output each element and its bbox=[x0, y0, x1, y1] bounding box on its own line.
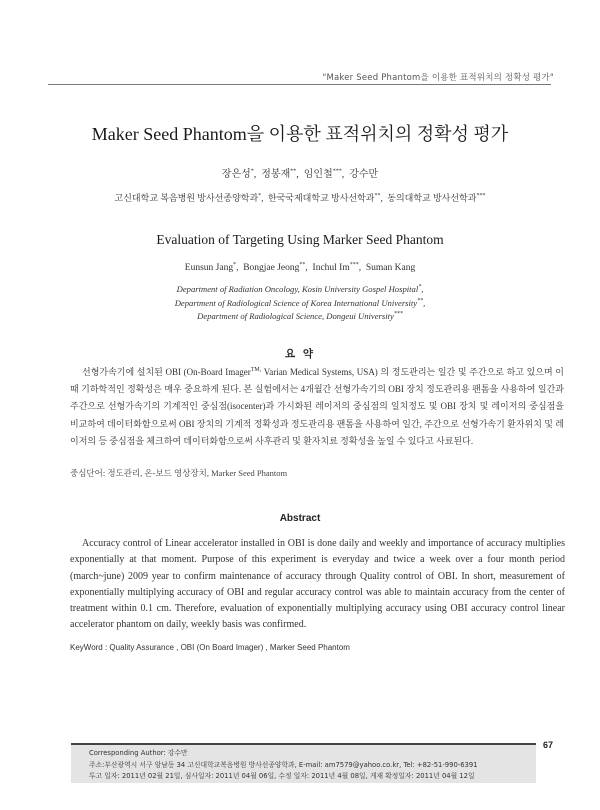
english-authors: Eunsun Jang*, Bongjae Jeong**, Inchul Im***, Suman Kang bbox=[184, 261, 416, 273]
author-mark: * bbox=[250, 168, 254, 175]
running-head: "Maker Seed Phantom을 이용한 표적위치의 정확성 평가" bbox=[322, 73, 554, 83]
english-affiliations bbox=[0, 283, 600, 324]
korean-title: Maker Seed Phantom을 이용한 표적위치의 정확성 평가 bbox=[91, 124, 509, 144]
affiliation: 동의대학교 방사선학과 bbox=[387, 193, 477, 203]
author-name: 임인철 bbox=[303, 169, 333, 180]
trademark-mark: TM, bbox=[250, 367, 262, 373]
korean-affiliations: 고신대학교 복음병원 방사선종양학과*, 한국국제대학교 방사선학과**, 동의대학교 방사선학과*** bbox=[114, 193, 486, 203]
affiliation: Department of Radiological Science, Dongeui University bbox=[197, 311, 394, 321]
page-number: 67 bbox=[543, 740, 554, 750]
english-abstract-heading: Abstract bbox=[279, 513, 321, 524]
author-mark: *** bbox=[332, 168, 342, 175]
affiliation-line bbox=[0, 310, 600, 324]
affiliation-mark: *** bbox=[476, 193, 486, 199]
author-name: Bongjae Jeong bbox=[243, 263, 300, 273]
corresponding-author-box bbox=[71, 743, 536, 783]
korean-keywords: 중심단어: 정도관리, 온-보드 영상장치, Marker Seed Phantom bbox=[70, 468, 288, 478]
affiliation: Department of Radiation Oncology, Kosin University Gospel Hospital bbox=[176, 284, 419, 294]
affiliation-line: Department of Radiological Science of Korea International University**, bbox=[174, 297, 426, 308]
author-name: 장은성 bbox=[221, 169, 251, 180]
english-keywords: KeyWord : Quality Assurance , OBI (On Board Imager) , Marker Seed Phantom bbox=[70, 643, 350, 652]
english-abstract-body: Accuracy control of Linear accelerator installed in OBI is done daily and weekly and importance of accuracy multiplies exponentially at that moment. Purpose of this experiment is everyday and twice a week over a four month period (march~june) 2009 year to confirm maintenance of accuracy through Quality control of OBI. In short, measurement of exponentially multiplying accuracy of OBI and regular accuracy control was able to maintain accuracy from the center of treatment within 0.1 cm. Therefore, evaluation of exponentially multiplying accuracy using OBI accuracy control linear accelerator phantom on daily, weekly basis was confirmed. bbox=[70, 538, 565, 631]
author-name: 정봉재 bbox=[261, 169, 291, 180]
korean-abstract-heading: 요 약 bbox=[285, 348, 315, 360]
abstract-text: 선형가속기에 설치된 OBI (On-Board Imager bbox=[82, 367, 251, 377]
author-mark: ** bbox=[299, 261, 306, 268]
author-name: Suman Kang bbox=[365, 263, 416, 273]
affiliation-line: Department of Radiation Oncology, Kosin University Gospel Hospital*, bbox=[176, 284, 424, 294]
affiliation-mark: * bbox=[258, 193, 262, 199]
author-mark: ** bbox=[290, 168, 297, 175]
author-mark: * bbox=[233, 261, 237, 268]
abstract-text: Varian Medical Systems, USA) 의 정도관리는 일간 및 주간으로 하고 있으며 이때 기하학적인 정확성은 매우 중요하게 된다. 본 실험에서는 4개월간 선형가속기의 OBI 장치 정도관리용 팬톰을 사용하여 일간과 주간으로 선형가속기의 기계적인 중심점(isocenter)과 가시화된 레이저의 중심점의 일치정도 및 OBI 장치 및 레이저의 중심점을 비교하여 데이터화함으로써 OBI 장치의 기계적 정확성과 정도관리용 팬톰을 사용하여 일간, 주간으로 선형가속기 환자위치 및 레이저의 등 중심점을 체크하여 데이터화함으로써 사후관리 및 환자치료 정확성을 높일 수 있다고 사료된다. bbox=[70, 367, 565, 446]
author-address: 주소:부산광역시 서구 암남동 34 고신대학교복음병원 방사선종양학과, E-mail: am7579@yahoo.co.kr, Tel: +82-51-990-6391 bbox=[89, 761, 478, 769]
english-title: Evaluation of Targeting Using Marker Seed Phantom bbox=[156, 232, 444, 247]
author-name: Inchul Im bbox=[312, 263, 350, 273]
affiliation: Department of Radiological Science of Korea International University bbox=[174, 297, 418, 308]
korean-abstract-body bbox=[70, 364, 564, 450]
affiliation-mark: ** bbox=[417, 297, 424, 304]
author-name: 강수만 bbox=[349, 169, 379, 180]
affiliation-mark: ** bbox=[374, 193, 381, 199]
author-mark: *** bbox=[349, 261, 359, 268]
affiliation-mark: * bbox=[418, 284, 422, 291]
korean-authors: 장은성*, 정봉재**, 임인철***, 강수만 bbox=[221, 168, 379, 180]
affiliation-mark: *** bbox=[393, 311, 403, 318]
submission-dates: 투고 일자: 2011년 02월 21일, 심사일자: 2011년 04월 06일, 수정 일자: 2011년 4월 08일, 게재 확정일자: 2011년 04월 12일 bbox=[89, 772, 475, 780]
affiliation: 한국국제대학교 방사선학과 bbox=[267, 193, 375, 203]
corresponding-author: Corresponding Author: 강수만 bbox=[89, 749, 188, 757]
affiliation: 고신대학교 복음병원 방사선종양학과 bbox=[114, 193, 259, 203]
author-name: Eunsun Jang bbox=[184, 263, 234, 273]
header-rule bbox=[48, 84, 551, 85]
